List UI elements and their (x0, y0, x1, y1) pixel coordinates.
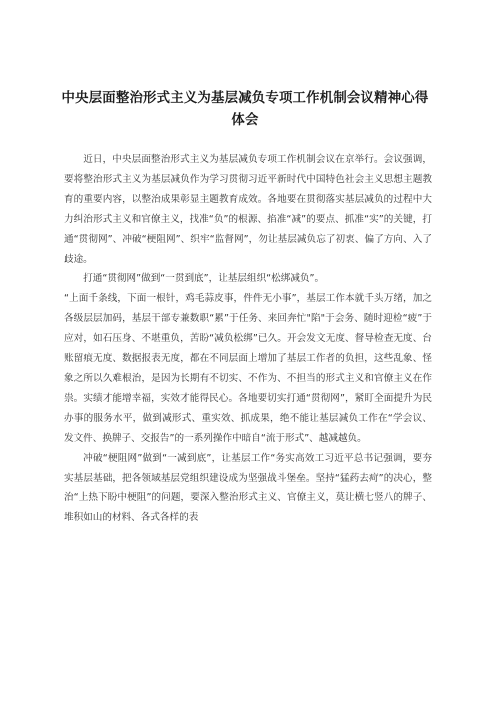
paragraph: 冲破“梗阻网”做到“一减到底”，让基层工作“务实高效工习近平总书记强调，要夯实基层基础，把各领域基层党组织建设成为坚强战斗堡垒。坚持“猛药去疴”的决心，整治“上热下盼中梗阻”的问题，要深入整治形式主义、官僚主义，莫让横七竖八的牌子、堆积如山的材料、各式各样的表 (64, 452, 432, 524)
document-body (64, 150, 432, 528)
paragraph: 近日，中央层面整治形式主义为基层减负专项工作机制会议在京举行。会议强调，要将整治形式主义为基层减负作为学习贯彻习近平新时代中国特色社会主义思想主题教育的重要内容，以整治成果彰显主题教育成效。各地要在贯彻落实基层减负的过程中大力纠治形式主义和官僚主义，找准“负”的根源、掐准“减”的要点、抓准“实”的关键，打通“贯彻网”、冲破“梗阻网”、织牢“监督网”，勿让基层减负忘了初衷、偏了方向、入了歧途。 (64, 154, 432, 265)
document-title: 中央层面整治形式主义为基层减负专项工作机制会议精神心得体会 (61, 91, 429, 128)
paragraph: “上面千条线，下面一根针，鸡毛蒜皮事，件件无小事”，基层工作本就千头万绪，加之各级层层加码，基层干部专兼数职“累”于任务、来回奔忙"陷"于会务、随时迎检“疲”于应对，如石压身、不堪重负，苦盼“减负松绑”已久。开会发文无度、督导检查无度、台账留痕无度、数据报表无度，都在不同层面上增加了基层工作者的负担，这些乱象、怪象之所以久难根治，是因为长期有不切实、不作为、不担当的形式主义和官僚主义在作祟。实绩才能增幸福，实效才能得民心。各地要切实打通“贯彻网”，紧盯全面提升为民办事的服务水平，做到减形式、重实效、抓成果，绝不能让基层减负工作在“学会议、发文件、换牌子、交报告”的一系列操作中暗自“流于形式”、越减越负。 (64, 293, 432, 444)
paragraph: 打通“贯彻网”做到“一贯到底”，让基层组织“松绑减负”。 (83, 273, 325, 285)
